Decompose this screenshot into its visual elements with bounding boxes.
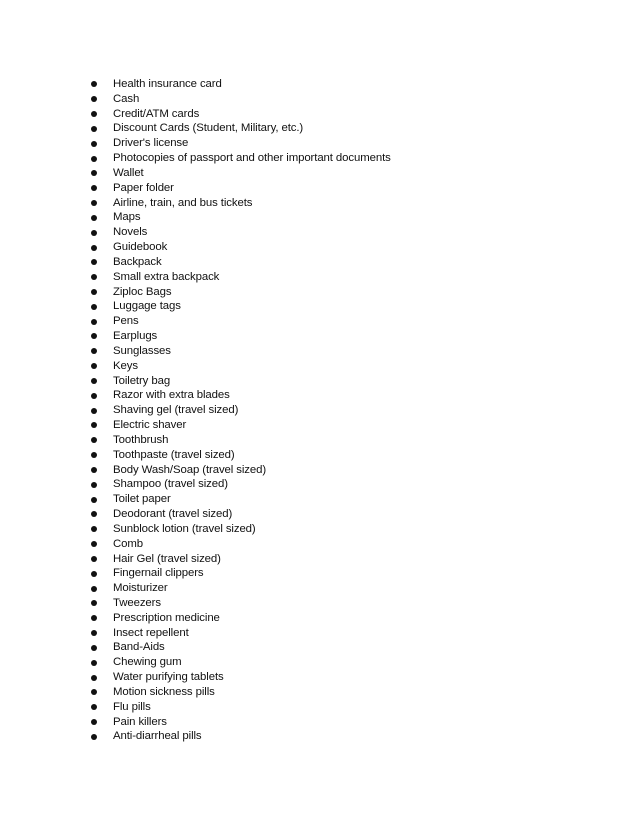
list-item [90,418,391,433]
bullet-icon [91,126,97,132]
bullet-icon [91,660,97,666]
list-item [90,463,391,478]
list-item [90,655,391,670]
bullet-icon [91,259,97,265]
list-item [90,121,391,136]
list-item-label: Pain killers [113,715,167,728]
bullet-icon [91,497,97,503]
bullet-icon [91,630,97,636]
bullet-icon [91,541,97,547]
list-item [90,552,391,567]
list-item-label: Insect repellent [113,626,189,639]
list-item-label: Toothpaste (travel sized) [113,448,235,461]
list-item-label: Comb [113,537,143,550]
list-item-label: Sunglasses [113,344,171,357]
bullet-icon [91,363,97,369]
list-item-label: Shaving gel (travel sized) [113,404,239,417]
list-item [90,136,391,151]
bullet-icon [91,304,97,310]
list-item [90,596,391,611]
list-item-label: Body Wash/Soap (travel sized) [113,463,267,476]
bullet-icon [91,393,97,399]
list-item [90,626,391,641]
list-item-label: Chewing gum [113,656,182,669]
list-item [90,640,391,655]
list-item [90,715,391,730]
list-item [90,299,391,314]
list-item [90,566,391,581]
bullet-icon [91,600,97,606]
list-item-label: Ziploc Bags [113,285,172,298]
list-item [90,151,391,166]
list-item-label: Airline, train, and bus tickets [113,196,253,209]
bullet-icon [91,437,97,443]
bullet-icon [91,556,97,562]
list-item [90,670,391,685]
list-item-label: Maps [113,211,141,224]
list-item-label: Luggage tags [113,300,181,313]
bullet-icon [91,615,97,621]
list-item [90,492,391,507]
list-item-label: Keys [113,359,138,372]
bullet-icon [91,719,97,725]
list-item [90,685,391,700]
list-item [90,700,391,715]
list-item [90,537,391,552]
bullet-icon [91,734,97,740]
list-item [90,225,391,240]
list-item-label: Novels [113,226,148,239]
list-item-label: Toiletry bag [113,374,171,387]
bullet-icon [91,141,97,147]
list-item-label: Sunblock lotion (travel sized) [113,522,256,535]
bullet-icon [91,408,97,414]
list-item-label: Backpack [113,255,162,268]
list-item [90,477,391,492]
list-item-label: Deodorant (travel sized) [113,508,233,521]
bullet-icon [91,348,97,354]
list-item-label: Anti-diarrheal pills [113,730,202,743]
list-item-label: Photocopies of passport and other important documents [113,152,391,165]
list-item [90,240,391,255]
bullet-icon [91,96,97,102]
list-item [90,522,391,537]
list-item-label: Health insurance card [113,78,222,90]
list-item [90,196,391,211]
bullet-icon [91,111,97,117]
list-item-label: Shampoo (travel sized) [113,478,228,491]
list-item-label: Toothbrush [113,433,169,446]
list-item-label: Credit/ATM cards [113,107,200,120]
list-item [90,374,391,389]
list-item [90,403,391,418]
list-item [90,255,391,270]
bullet-icon [91,333,97,339]
list-item [90,359,391,374]
bullet-icon [91,170,97,176]
bullet-icon [91,156,97,162]
list-item-label: Cash [113,92,140,105]
bullet-icon [91,319,97,325]
list-item [90,314,391,329]
list-item-label: Wallet [113,166,144,179]
list-item-label: Motion sickness pills [113,685,215,698]
list-item [90,181,391,196]
list-item [90,107,391,122]
list-item-label: Discount Cards (Student, Military, etc.) [113,122,304,135]
list-item-label: Prescription medicine [113,611,220,624]
list-item [90,285,391,300]
list-item-label: Electric shaver [113,419,187,432]
bullet-icon [91,81,97,87]
list-item [90,611,391,626]
list-item-label: Earplugs [113,330,158,343]
list-item [90,77,391,92]
list-item-label: Paper folder [113,181,174,194]
bullet-icon [91,230,97,236]
bullet-icon [91,467,97,473]
bullet-icon [91,675,97,681]
list-item [90,270,391,285]
list-item-label: Driver's license [113,137,189,150]
list-item [90,344,391,359]
list-item-label: Fingernail clippers [113,567,204,580]
bullet-icon [91,378,97,384]
bullet-icon [91,274,97,280]
list-item [90,581,391,596]
bullet-icon [91,482,97,488]
list-item-label: Pens [113,315,139,328]
list-item-label: Toilet paper [113,493,171,506]
list-item [90,448,391,463]
bullet-icon [91,185,97,191]
list-item-label: Razor with extra blades [113,389,230,402]
bullet-icon [91,526,97,532]
bullet-icon [91,586,97,592]
packing-checklist [90,77,391,744]
list-item-label: Water purifying tablets [113,671,224,684]
bullet-icon [91,511,97,517]
bullet-icon [91,571,97,577]
list-item-label: Guidebook [113,241,168,254]
list-item-label: Flu pills [113,700,151,713]
bullet-icon [91,200,97,206]
list-item-label: Tweezers [113,596,161,609]
list-item [90,329,391,344]
bullet-icon [91,452,97,458]
bullet-icon [91,704,97,710]
list-item [90,92,391,107]
list-item [90,166,391,181]
list-item-label: Hair Gel (travel sized) [113,552,221,565]
list-item [90,729,391,744]
list-item-label: Band-Aids [113,641,165,654]
bullet-icon [91,645,97,651]
list-item [90,388,391,403]
list-item [90,433,391,448]
bullet-icon [91,215,97,221]
bullet-icon [91,689,97,695]
bullet-icon [91,289,97,295]
list-item [90,210,391,225]
list-item [90,507,391,522]
list-item-label: Small extra backpack [113,270,220,283]
bullet-icon [91,245,97,251]
bullet-icon [91,422,97,428]
list-item-label: Moisturizer [113,582,168,595]
